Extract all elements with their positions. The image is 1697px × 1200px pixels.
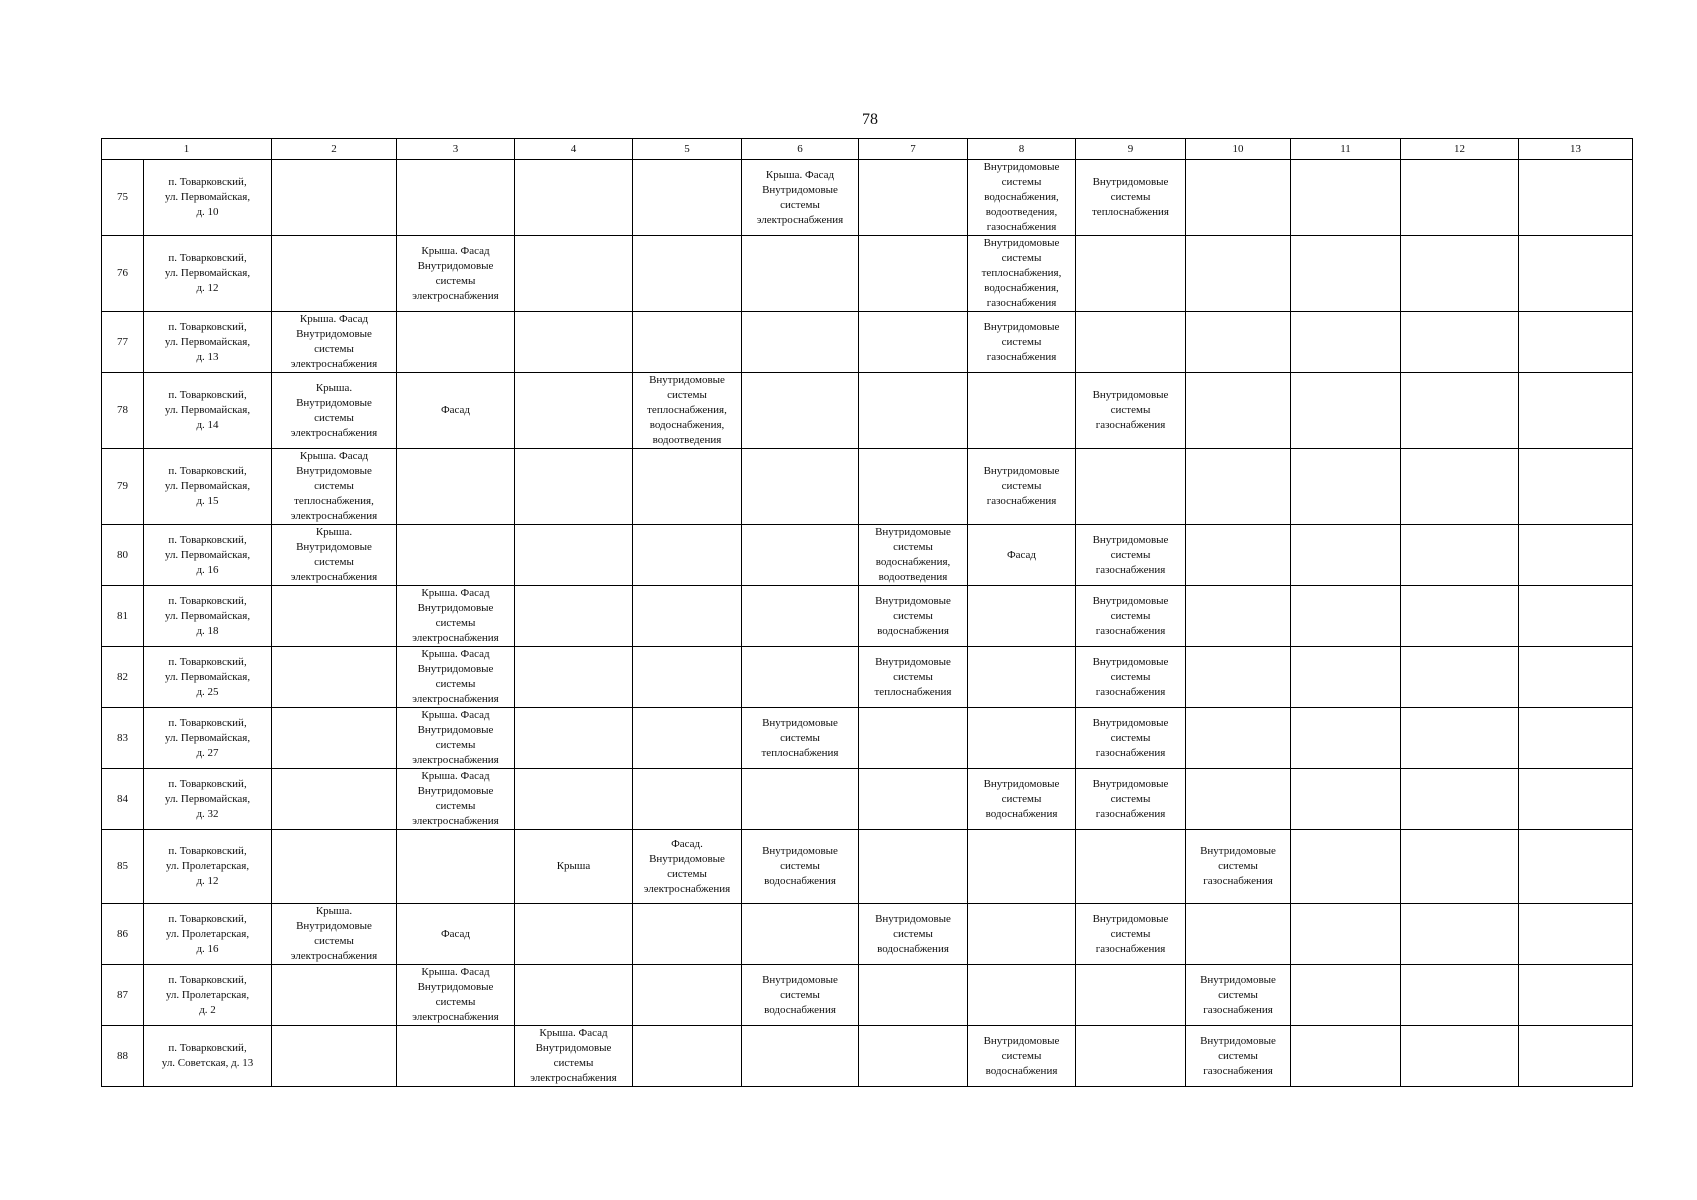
address-text: п. Товарковский, ул. Первомайская, д. 18 [164, 594, 251, 637]
work-cell [633, 708, 742, 769]
address-cell [144, 586, 272, 647]
work-cell [742, 965, 859, 1026]
work-cell [272, 830, 397, 904]
work-cell [859, 586, 968, 647]
row-number: 87 [102, 965, 144, 1026]
work-cell [1519, 830, 1633, 904]
work-cell [1291, 525, 1401, 586]
work-text: Внутридомовые системы газоснабжения [1092, 533, 1169, 576]
address-text: п. Товарковский, ул. Первомайская, д. 14 [164, 389, 251, 431]
work-text: Крыша. Внутридомовые системы электроснабжения [290, 905, 378, 962]
work-cell [397, 830, 515, 904]
table-row [102, 769, 1633, 830]
work-cell [1076, 647, 1186, 708]
work-text: Крыша. Внутридомовые системы электроснабжения [290, 381, 378, 439]
work-cell [1519, 769, 1633, 830]
work-cell [1291, 586, 1401, 647]
row-number: 75 [102, 160, 144, 236]
work-cell [633, 525, 742, 586]
work-cell [859, 236, 968, 312]
address-text: п. Товарковский, ул. Первомайская, д. 10 [164, 176, 251, 218]
header-row [102, 139, 1633, 160]
work-cell [859, 1026, 968, 1087]
work-text: Внутридомовые системы водоснабжения, водоотведения, газоснабжения [983, 161, 1060, 233]
work-cell [397, 586, 515, 647]
work-cell [1076, 449, 1186, 525]
row-number: 79 [102, 449, 144, 525]
row-number: 88 [102, 1026, 144, 1087]
work-cell [272, 586, 397, 647]
work-cell [272, 525, 397, 586]
address-text: п. Товарковский, ул. Пролетарская, д. 2 [165, 973, 250, 1016]
work-text: Крыша. Фасад Внутридомовые системы электроснабжения [412, 587, 499, 644]
row-number: 86 [102, 904, 144, 965]
work-cell [968, 160, 1076, 236]
address-cell [144, 904, 272, 965]
address-cell [144, 647, 272, 708]
column-header: 4 [515, 139, 633, 160]
work-cell [397, 373, 515, 449]
work-cell [515, 373, 633, 449]
work-cell [515, 769, 633, 830]
table-row [102, 449, 1633, 525]
work-text: Внутридомовые системы газоснабжения [1200, 845, 1276, 887]
table-row [102, 236, 1633, 312]
work-text: Крыша. Фасад Внутридомовые системы электроснабжения [412, 770, 499, 827]
work-cell [742, 449, 859, 525]
work-cell [1401, 160, 1519, 236]
work-cell [633, 586, 742, 647]
table-row [102, 965, 1633, 1026]
work-cell [1291, 449, 1401, 525]
work-cell [859, 525, 968, 586]
work-cell [1519, 236, 1633, 312]
address-cell [144, 769, 272, 830]
table-row [102, 312, 1633, 373]
work-text: Внутридомовые системы газоснабжения [1092, 655, 1169, 698]
work-cell [1401, 830, 1519, 904]
work-cell [272, 965, 397, 1026]
work-cell [633, 449, 742, 525]
work-cell [397, 1026, 515, 1087]
work-cell [397, 647, 515, 708]
work-cell [515, 160, 633, 236]
work-cell [968, 830, 1076, 904]
work-cell [1291, 236, 1401, 312]
table-row [102, 904, 1633, 965]
work-cell [1519, 586, 1633, 647]
work-text: Крыша. Фасад Внутридомовые системы электроснабжения [530, 1027, 617, 1084]
work-text: Крыша [556, 860, 591, 872]
address-cell [144, 525, 272, 586]
work-cell [1519, 1026, 1633, 1087]
work-text: Внутридомовые системы водоснабжения [983, 1034, 1060, 1077]
work-cell [1186, 769, 1291, 830]
work-cell [272, 160, 397, 236]
work-cell [1519, 904, 1633, 965]
address-cell [144, 160, 272, 236]
work-cell [1186, 647, 1291, 708]
work-cell [272, 1026, 397, 1087]
work-cell [633, 236, 742, 312]
work-cell [968, 647, 1076, 708]
work-text: Крыша. Фасад Внутридомовые системы электроснабжения [290, 313, 378, 370]
work-cell [742, 1026, 859, 1087]
work-cell [1076, 769, 1186, 830]
work-cell [742, 708, 859, 769]
work-cell [397, 312, 515, 373]
work-cell [272, 312, 397, 373]
work-text: Крыша. Фасад Внутридомовые системы теплоснабжения, электроснабжения [290, 450, 378, 522]
work-cell [272, 769, 397, 830]
work-cell [968, 525, 1076, 586]
work-text: Фасад [1006, 548, 1037, 561]
address-text: п. Товарковский, ул. Первомайская, д. 25 [164, 655, 251, 698]
work-cell [633, 373, 742, 449]
work-cell [515, 236, 633, 312]
work-cell [742, 312, 859, 373]
table-row [102, 1026, 1633, 1087]
work-cell [633, 647, 742, 708]
work-cell [859, 160, 968, 236]
work-cell [515, 708, 633, 769]
work-cell [1076, 373, 1186, 449]
table-body [102, 160, 1633, 1087]
address-text: п. Товарковский, ул. Первомайская, д. 16 [164, 533, 251, 576]
address-cell [144, 708, 272, 769]
work-cell [515, 830, 633, 904]
work-cell [1076, 525, 1186, 586]
work-cell [859, 449, 968, 525]
address-text: п. Товарковский, ул. Первомайская, д. 12 [164, 252, 251, 294]
work-cell [1291, 965, 1401, 1026]
work-text: Внутридомовые системы водоснабжения [762, 973, 838, 1016]
work-cell [1401, 449, 1519, 525]
work-text: Фасад [440, 927, 471, 940]
column-header: 6 [742, 139, 859, 160]
work-cell [1519, 449, 1633, 525]
work-cell [1186, 708, 1291, 769]
work-cell [1291, 647, 1401, 708]
work-cell [968, 708, 1076, 769]
column-header: 12 [1401, 139, 1519, 160]
work-text: Внутридомовые системы газоснабжения [983, 320, 1060, 363]
row-number: 82 [102, 647, 144, 708]
work-cell [1519, 525, 1633, 586]
work-cell [633, 904, 742, 965]
work-cell [1291, 312, 1401, 373]
work-text: Внутридомовые системы газоснабжения [983, 465, 1060, 507]
work-cell [859, 904, 968, 965]
work-text: Крыша. Фасад Внутридомовые системы электроснабжения [412, 244, 499, 302]
work-text: Крыша. Фасад Внутридомовые системы электроснабжения [756, 168, 844, 226]
work-text: Внутридомовые системы газоснабжения [1200, 1034, 1276, 1077]
column-header: 3 [397, 139, 515, 160]
work-cell [1401, 373, 1519, 449]
work-text: Фасад. Внутридомовые системы электроснабжения [643, 837, 731, 895]
table-row [102, 830, 1633, 904]
row-number: 80 [102, 525, 144, 586]
work-cell [1519, 160, 1633, 236]
work-cell [272, 708, 397, 769]
work-cell [1291, 160, 1401, 236]
work-cell [968, 312, 1076, 373]
work-cell [633, 830, 742, 904]
work-cell [968, 904, 1076, 965]
work-cell [742, 160, 859, 236]
work-cell [1291, 904, 1401, 965]
work-cell [272, 904, 397, 965]
repair-schedule-table [101, 138, 1633, 1087]
work-cell [397, 904, 515, 965]
column-header: 11 [1291, 139, 1401, 160]
table-row [102, 160, 1633, 236]
work-cell [1076, 830, 1186, 904]
row-number: 77 [102, 312, 144, 373]
work-cell [1076, 965, 1186, 1026]
column-header: 8 [968, 139, 1076, 160]
work-cell [1076, 1026, 1186, 1087]
work-cell [1401, 708, 1519, 769]
work-text: Внутридомовые системы газоснабжения [1092, 594, 1169, 637]
address-cell [144, 373, 272, 449]
work-cell [1401, 525, 1519, 586]
work-text: Внутридомовые системы водоснабжения [875, 912, 951, 955]
work-cell [1076, 904, 1186, 965]
address-cell [144, 1026, 272, 1087]
work-cell [1291, 1026, 1401, 1087]
work-cell [1401, 965, 1519, 1026]
column-header: 9 [1076, 139, 1186, 160]
work-cell [1186, 312, 1291, 373]
work-cell [742, 586, 859, 647]
work-cell [397, 769, 515, 830]
work-cell [515, 312, 633, 373]
column-header: 5 [633, 139, 742, 160]
work-cell [742, 769, 859, 830]
column-header: 2 [272, 139, 397, 160]
work-text: Внутридомовые системы теплоснабжения [761, 716, 839, 759]
work-cell [1076, 708, 1186, 769]
work-cell [1186, 373, 1291, 449]
work-cell [859, 965, 968, 1026]
work-text: Крыша. Фасад Внутридомовые системы электроснабжения [412, 709, 499, 766]
work-cell [1291, 830, 1401, 904]
work-cell [859, 769, 968, 830]
column-header: 7 [859, 139, 968, 160]
work-cell [1401, 312, 1519, 373]
work-cell [1519, 708, 1633, 769]
work-cell [1076, 160, 1186, 236]
work-cell [859, 708, 968, 769]
work-cell [272, 647, 397, 708]
work-cell [633, 1026, 742, 1087]
column-header: 13 [1519, 139, 1633, 160]
work-cell [1401, 904, 1519, 965]
work-cell [968, 769, 1076, 830]
work-cell [968, 236, 1076, 312]
work-cell [1401, 769, 1519, 830]
work-cell [968, 1026, 1076, 1087]
work-cell [1291, 708, 1401, 769]
address-cell [144, 449, 272, 525]
column-header: 10 [1186, 139, 1291, 160]
work-text: Внутридомовые системы газоснабжения [1092, 912, 1169, 955]
address-text: п. Товарковский, ул. Первомайская, д. 15 [164, 465, 251, 507]
work-cell [1076, 312, 1186, 373]
work-cell [515, 904, 633, 965]
work-cell [1519, 647, 1633, 708]
work-text: Внутридомовые системы газоснабжения [1200, 973, 1276, 1016]
work-cell [859, 312, 968, 373]
work-text: Внутридомовые системы газоснабжения [1092, 777, 1169, 820]
address-text: п. Товарковский, ул. Первомайская, д. 27 [164, 716, 251, 759]
work-text: Фасад [440, 404, 471, 416]
work-cell [859, 830, 968, 904]
work-cell [633, 965, 742, 1026]
table-row [102, 708, 1633, 769]
work-text: Крыша. Фасад Внутридомовые системы электроснабжения [412, 966, 499, 1023]
work-cell [633, 769, 742, 830]
work-cell [1186, 586, 1291, 647]
work-cell [742, 904, 859, 965]
work-cell [515, 586, 633, 647]
row-number: 83 [102, 708, 144, 769]
work-cell [397, 160, 515, 236]
work-cell [1519, 965, 1633, 1026]
work-text: Внутридомовые системы водоснабжения [762, 845, 838, 887]
address-cell [144, 965, 272, 1026]
work-text: Внутридомовые системы водоснабжения [983, 777, 1060, 820]
table-row [102, 525, 1633, 586]
work-cell [1401, 1026, 1519, 1087]
work-text: Внутридомовые системы водоснабжения [875, 594, 951, 637]
address-text: п. Товарковский, ул. Первомайская, д. 32 [164, 777, 251, 820]
row-number: 81 [102, 586, 144, 647]
work-cell [742, 830, 859, 904]
work-cell [1186, 525, 1291, 586]
work-cell [397, 236, 515, 312]
work-cell [742, 525, 859, 586]
work-cell [1291, 373, 1401, 449]
work-cell [742, 647, 859, 708]
work-cell [1186, 236, 1291, 312]
row-number: 84 [102, 769, 144, 830]
row-number: 76 [102, 236, 144, 312]
work-cell [633, 312, 742, 373]
work-cell [1186, 830, 1291, 904]
table-row [102, 647, 1633, 708]
work-text: Внутридомовые системы теплоснабжения, водоснабжения, водоотведения [647, 374, 727, 446]
work-cell [1401, 647, 1519, 708]
work-cell [968, 373, 1076, 449]
work-cell [1291, 769, 1401, 830]
work-cell [1186, 160, 1291, 236]
work-text: Крыша. Внутридомовые системы электроснабжения [290, 526, 378, 583]
work-text: Внутридомовые системы водоснабжения, водоотведения [875, 526, 951, 583]
row-number: 85 [102, 830, 144, 904]
table-row [102, 373, 1633, 449]
work-text: Внутридомовые системы теплоснабжения, водоснабжения, газоснабжения [981, 237, 1062, 309]
work-cell [272, 449, 397, 525]
work-cell [968, 449, 1076, 525]
work-cell [1401, 236, 1519, 312]
work-cell [859, 647, 968, 708]
work-text: Крыша. Фасад Внутридомовые системы электроснабжения [412, 648, 499, 705]
work-cell [1186, 449, 1291, 525]
page-number: 78 [862, 111, 878, 128]
work-text: Внутридомовые системы газоснабжения [1092, 389, 1169, 431]
work-cell [968, 586, 1076, 647]
work-cell [1186, 1026, 1291, 1087]
work-text: Внутридомовые системы теплоснабжения [874, 655, 952, 698]
address-text: п. Товарковский, ул. Пролетарская, д. 12 [165, 845, 250, 887]
address-cell [144, 312, 272, 373]
work-cell [859, 373, 968, 449]
work-cell [515, 1026, 633, 1087]
work-cell [1519, 373, 1633, 449]
work-cell [515, 449, 633, 525]
work-cell [272, 236, 397, 312]
work-cell [397, 965, 515, 1026]
work-text: Внутридомовые системы теплоснабжения [1092, 176, 1169, 218]
work-cell [1401, 586, 1519, 647]
address-cell [144, 236, 272, 312]
address-text: п. Товарковский, ул. Первомайская, д. 13 [164, 320, 251, 363]
address-cell [144, 830, 272, 904]
work-cell [397, 449, 515, 525]
work-cell [397, 525, 515, 586]
row-number: 78 [102, 373, 144, 449]
work-cell [1186, 904, 1291, 965]
column-header: 1 [102, 139, 272, 160]
work-cell [1519, 312, 1633, 373]
work-cell [397, 708, 515, 769]
work-cell [742, 236, 859, 312]
work-cell [272, 373, 397, 449]
address-text: п. Товарковский, ул. Пролетарская, д. 16 [165, 912, 250, 955]
address-text: п. Товарковский, ул. Советская, д. 13 [161, 1042, 254, 1069]
work-cell [1076, 236, 1186, 312]
work-text: Внутридомовые системы газоснабжения [1092, 716, 1169, 759]
work-cell [515, 647, 633, 708]
work-cell [633, 160, 742, 236]
work-cell [742, 373, 859, 449]
work-cell [515, 525, 633, 586]
work-cell [968, 965, 1076, 1026]
work-cell [1076, 586, 1186, 647]
work-cell [1186, 965, 1291, 1026]
work-cell [515, 965, 633, 1026]
table-row [102, 586, 1633, 647]
